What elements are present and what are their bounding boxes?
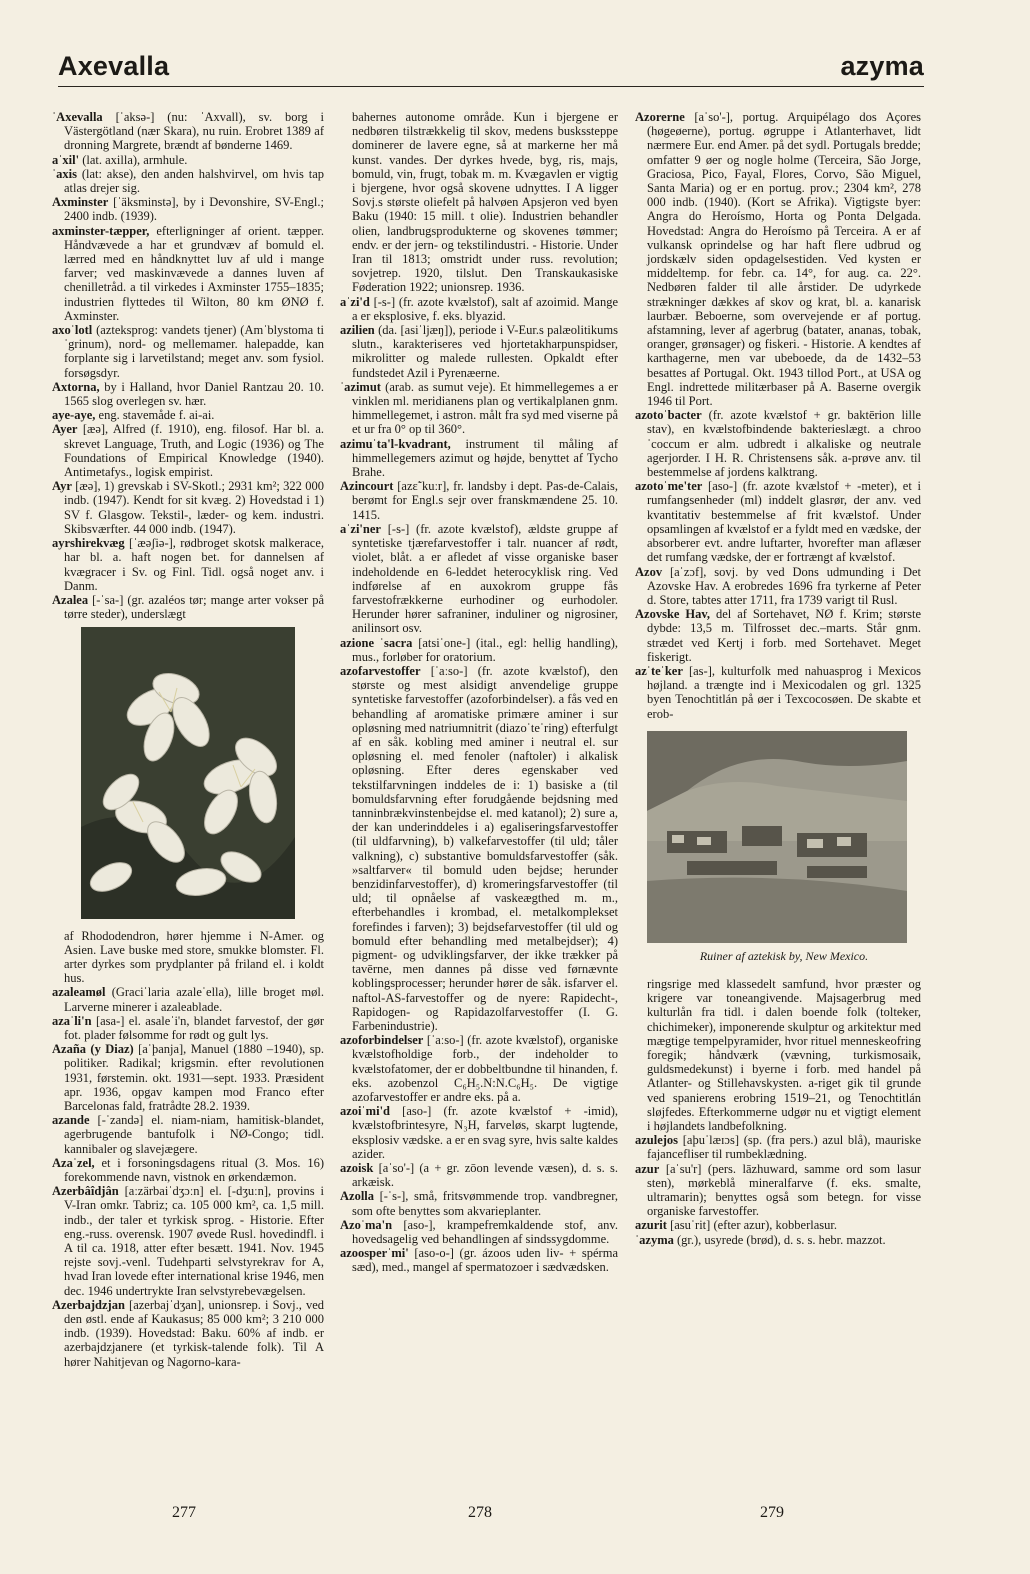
entry-text: efterligninger af orient. tæpper. Håndvævede a har et grundvæv af bomuld el. lærred med en håndknyttet luv af uld i mange farver; ved maskinvævede a dannes luven af chenilletråd. a til virkedes i Axminster 1755–1835; industrien flyttedes til Wilton, 80 km ØNØ f. Axminster. [64,223,324,323]
dictionary-entry [340,1033,618,1104]
entry-text: [aso-], krampefremkaldende stof, anv. hovedsagelig ved behandlingen af sindssygdomme. [352,1217,618,1247]
dictionary-entry [52,323,324,380]
entry-text: [æə], Alfred (f. 1910), eng. filosof. Har bl. a. skrevet Language, Truth, and Logic (1936) og The Foundations of Empirical Knowledge (1940). Antimetafys., logisk empirist. [64,422,324,480]
dictionary-entry [52,167,324,195]
dictionary-entry [52,224,324,323]
entry-headword: azilien [340,323,375,338]
column-3-entries [635,110,921,721]
dictionary-entry [635,664,921,721]
entry-headword: azaleamøl [52,985,106,1000]
entry-headword: aye-aye, [52,408,96,423]
page-number-middle: 278 [468,1504,492,1521]
entry-text: (Graciˈlaria azaleˈella), lille broget møl. Larverne minerer i azaleablade. [64,985,324,1014]
page-number-right: 279 [760,1504,784,1521]
entry-text: [ˈaːso-] (fr. azote kvælstof), den største og mest alsidigt anvendelige gruppe syntetiske farvestoffer (azoforbindelser). a fås ved en behandling af aromatiske primære aminer i sur opløsning med natriumnitrit (diazoˈteˈring) efterfulgt af en såk. kobling med aminer i neutral el. sur opløsning el. med fenoler (naftoler) i alkalisk opløsning. Efter deres egenskaber ved tekstilfarvningen inddeles de i: 1) basiske a (til bomuldsfarvning efter forudgående bejdsning med tanninbrækvinstenbejdse el. med katanol); 2) sure a, der kan underinddeles i a) egaliseringsfarvestoffer (til uldfarvning), b) valkefarvestoffer (til uld; tåler valkning), c) substantive bomuldsfarvestoffer (såk. »saltfarver« til bomuld uden bejdse; herunder benzidinfarvestoffer), d) kromeringsfarvestoffer (til uld; til opnåelse af vaskeægthed m. m., efterbehandles i krombad, el. metalkomplekset forefindes i farven); 3) bejdsefarvestoffer (til uld og bomuld efter behandling med metalbejdser); 4) pigment- og udviklingsfarver, der ikke trækker på tavērne, men dannes på disse ved førnævnte koblingsprocesser; herunder hører de såk. isfarver el. naftol-AS-farvestoffer og de nyere: Rapidecht-, Rapidogen- og Rapidazolfarvestoffer (I. G. Farbenindustrie). [352,663,618,1033]
entry-headword: Azaña (y Diaz) [52,1042,134,1057]
entry-text: instrument til måling af himmellegemers azimut og højde, benyttet af Tycho Brahe. [352,436,618,480]
entry-headword: azoiˈmi'd [340,1104,390,1119]
entry-text: [azerbajˈdʒan], unionsrep. i Sovj., ved den østl. ende af Kaukasus; 85 000 km²; 3 210 000 indb. (1939). Hovedstad: Baku. 60% af indb. er azerbajdzjanere (et tyrkisk-talende folk). Til A hører Nahitjevan og Nagorno-kara- [64,1297,324,1369]
header-first-word: Axevalla [58,51,170,81]
entry-text: del af Sortehavet, NØ f. Krim; største dybde: 13,5 m. Tilfrosset dec.–marts. Står gnm. strædet ved Kertj i forb. med Sortehavet. Meget fiskerigt. [647,607,921,664]
dictionary-entry [340,1104,618,1161]
entry-headword: Azalea [52,592,89,607]
entry-text: [asa-] el. asaleˈi'n, blandet farvestof, der gør fot. plader følsomme for rødt og gult lys. [64,1013,324,1042]
entry-headword: azande [52,1113,90,1128]
entry-text: (lat. axilla), armhule. [79,152,188,167]
entry-headword: ˈAxevalla [52,110,103,124]
dictionary-entry [52,1014,324,1042]
rhododendron-photo [81,627,295,919]
dictionary-entry [52,985,324,1013]
page-number-left: 277 [172,1504,196,1521]
entry-headword: azaˈli'n [52,1013,92,1028]
rhododendron-figure [52,627,324,922]
entry-headword: Axminster [52,195,109,210]
dictionary-entry [635,1162,921,1219]
entry-headword: Azerbajdzjan [52,1297,125,1312]
entry-text: [azɛ̃ˈkuːr], fr. landsby i dept. Pas-de-Calais, berømt for Engl.s sejr over franskmændene 25. 10. 1415. [352,479,618,522]
dictionary-entry [52,1042,324,1113]
entry-text: [-s-] (fr. azote kvælstof), ældste gruppe af syntetiske tjærefarvestoffer i talr. nuancer af rødt, violet, blåt. a er afledet af visse organiske baser indeholdende en 6-leddet heterocyklisk ring. Ved indførelse af en auxokrom gruppe fås farvestofrækkerne eurhodiner og eurhodoler. Herunder hører safraniner, induliner og nigrosiner, anilinsort osv. [352,521,618,636]
column-3-entries-continued [635,977,921,1247]
dictionary-entry [635,1233,921,1247]
dictionary-entry [340,295,618,323]
entry-text: [ˈäksminstə], by i Devonshire, SV-Engl.; 2400 indb. (1939). [64,195,324,224]
entry-headword: aˈzi'ner [340,521,381,536]
dictionary-entry [340,1161,618,1189]
dictionary-entry [52,422,324,479]
entry-text: et i forsoningsdagens ritual (3. Mos. 16) forekommende navn, vistnok en ørkendæmon. [64,1155,324,1184]
entry-headword: azotoˈbacter [635,408,702,423]
entry-headword: Azov [635,564,663,579]
entry-text: [asuˈrit] (efter azur), kobberlasur. [666,1218,837,1233]
entry-headword: ˈazimut [340,379,381,394]
column-3 [635,110,921,1495]
entry-text: ringsrige med klassedelt samfund, hvor præster og krigere var toneangivende. Majsagerbrug med kulturlån fra tidl. i dalen boende folk (tolteker, chichimeker), imponerende skulptur og arkitektur med mægtige tempelpyramider, hvor rituel menneskeofring foregik; håndværk (vævning, turkismosaik, guldsmedekunst) i byerne i forb. med handel på Atlanter- og Stillehavskysten. a-riget gik til grunde ved spanierens erobring 1519–21, og Tenochtitlán sløjfedes. Efterkommerne udgør nu et vigtigt element i højlandets landbefolkning. [647,976,921,1133]
entry-text: (lat: akse), den anden halshvirvel, om hvis tap atlas drejer sig. [64,166,324,196]
entry-headword: azoisk [340,1161,374,1176]
entry-text: (fr. azote kvælstof + gr. baktērion lille stav), en kvælstofbindende bakterieslægt. a chrooˈcoccum er alm. udbredt i alkaliske og neutrale agerjorder. I H. R. Christensens såk. a-prøve anv. til bestemmelse af jordens kalktrang. [647,408,921,480]
entry-headword: azoforbindelser [340,1033,424,1048]
entry-headword: Azorerne [635,110,685,124]
entry-headword: ayrshirekvæg [52,536,125,551]
entry-text: [æə], 1) grevskab i SV-Skotl.; 2931 km²; 322 000 indb. (1947). Kendt for sit kvæg. 2) Hovedstad i 1) SV f. Glasgow. Tekstil-, læder- og kem. industri. Skibsværfter. 44 000 indb. (1947). [64,479,324,536]
entry-text: [aˈzɔf], sovj. by ved Dons udmunding i Det Azovske Hav. A erobredes 1696 fra tyrkerne af Peter d. Store, tabtes atter 1711, fra 1739 varigt til Rusl. [647,564,921,607]
dictionary-entry [52,110,324,153]
entry-text: [-ˈzandə] el. niam-niam, hamitisk-blandet, agerbrugende bantufolk i NØ-Congo; tidl. kannibaler og slavejægere. [64,1113,324,1156]
entry-text: (da. [asiˈljæŋ]), periode i V-Eur.s palæolitikums slutn., karakteriseres ved hjortetakharpunspidser, mikrolitter og malede rullesten. Opkaldt efter fundstedet Azil i Pyrenæerne. [352,323,618,380]
entry-text: [aso-o-] (gr. ázoos uden liv- + spérma sæd), med., mangel af spermatozoer i sædvædsken. [352,1246,618,1275]
entry-headword: Azerbâîdjân [52,1184,119,1199]
entry-headword: aˈzi'd [340,294,370,309]
entry-text: [aˈso'-], portug. Arquipélago dos Açores (høgeøerne), portug. øgruppe i Atlanterhavet, lidt nærmere Eur. end Amer. på det sydl. Portugals bredde; omfatter 9 øer og nogle holme (Terceira, São Jorge, Graciosa, Pico, Fayal, Flores, Corvo, São Miguel, Santa Maria) og er en portug. prov.; 2304 km², 278 000 indb. (1940). (Kort se Afrika). Vigtigste byer: Angra do Heroísmo, Horta og Ponta Delgada. Hovedstad: Angra do Heroísmo på Terceira. A er af vulkansk oprindelse og har haft flere udbrud og jordskælv siden opdagelsestiden. Ved kysten er middeltemp. for febr. ca. 14°, for aug. ca. 22°. Nedbøren falder til alle årstider. De udyrkede strækninger dækkes af skov og krat, bl. a. kanarisk laurbær. Beboerne, som overvejende er af portug. afstamning, lever af agerbrug (batater, ananas, tobak, oranger, grønsager) og fiskeri. - Historie. A kendtes af karthagerne, men var ubeboede, da de 1432–53 besattes af Portugal. Okt. 1943 tillod Port., at USA og Engl. indrettede militærbaser på A. Baserne overgik 1946 til Port. [647,110,921,409]
dictionary-entry [340,1218,618,1246]
entry-text: (arab. as sumut veje). Et himmellegemes a er vinklen ml. meridianens plan og vertikalplanen gnm. himmellegemet, i astron. målt fra syd med viserne på et ur fra 0° op til 360°. [352,379,618,437]
entry-headword: azur [635,1161,660,1176]
dictionary-entry [52,153,324,167]
dictionary-entry [52,195,324,223]
entry-text: [ˈæəʃiə-], rødbroget skotsk malkerace, har bl. a. haft nogen bet. for dannelsen af kvægracer i Sv. og Finl. Tidl. også noget anv. i Danm. [64,536,324,593]
entry-headword: Azaˈzel, [52,1155,95,1170]
entry-text: [aþuˈlæɪɔs] (sp. (fra pers.) azul blå), mauriske fajancefliser til rumbeklædning. [647,1133,921,1162]
entry-headword: Axtorna, [52,379,100,394]
entry-text: [aˈsu'r] (pers. lāzhuward, samme ord som lasur sten), mørkeblå mineralfarve (f. eks. smalte, ultramarin); benyttes også som betegn. for visse organiske farvestoffer. [647,1161,921,1219]
dictionary-entry [635,565,921,608]
entry-headword: Azoˈma'n [340,1217,393,1232]
dictionary-entry [340,1246,618,1274]
entry-text: by i Halland, hvor Daniel Rantzau 20. 10. 1565 slog overlegen sv. hær. [64,379,324,409]
column-1-entries-continued [52,929,324,1369]
entry-headword: ˈaxis [52,166,77,181]
entry-text: bahernes autonome område. Kun i bjergene er nedbøren tilstrækkelig til skov, medens buskssteppe dominerer de lavere egne, så at markerne her må kunst. vandes. Der dyrkes hvede, byg, ris, majs, bomuld, vin, frugt, tobak m. m. Kvægavlen er vigtig i bjergene, hvor også skovene udnyttes. I A ligger Sovj.s største oliefelt på halvøen Apsjeron ved byen Baku (1940: 15 mill. t olie). Industrien behandler olien, landbrugsprodukterne og skovenes tømmer; endv. er der jern- og tekstilindustri. - Historie. Under Iran til 1813; omstridt under russ. revolution; sovjetrep. 1920, tilslut. Den Transkaukasiske Føderation 1922; unionsrep. 1936. [352,110,618,295]
column-1-entries [52,110,324,621]
dictionary-entry [52,1156,324,1184]
entry-headword: azimuˈta'l-kvadrant, [340,436,451,451]
entry-headword: Azolla [340,1189,375,1204]
dictionary-entry [340,1189,618,1217]
entry-headword: Ayr [52,479,72,494]
dictionary-entry [52,380,324,408]
entry-headword: axminster-tæpper, [52,223,150,238]
dictionary-entry [52,536,324,593]
entry-headword: azˈteˈker [635,663,683,678]
dictionary-entry [340,479,618,522]
dictionary-entry [635,1218,921,1232]
column-2-entries [340,110,618,1275]
entry-text: [aːzärbaiˈdʒɔːn] el. [-dʒuːn], provins i V-Iran omkr. Tabriz; ca. 105 000 km², ca. 1,5 mill. indb., der taler et tyrkisk sprog. - Historie. Efter eng.-russ. overensk. 1907 øvede Rusl. hovedindfl. i A til ca. 1918, atter efter besætt. 1941. Nov. 1945 rejste sovj.-venl. Tudehparti selvstyrekrav for A, hvad Iran lovede efter international krise 1946, men dec. 1946 undertrykte Iran selvstyrebevægelsen. [64,1184,324,1298]
entry-headword: Azovske Hav, [635,607,711,622]
dictionary-entry [52,408,324,422]
dictionary-entry [52,1113,324,1156]
dictionary-entry [635,977,921,1133]
entry-text: [aˈþanja], Manuel (1880 –1940), sp. politiker. Radikal; krigsmin. efter revolutionen 1931, førstemin. okt. 1931—sept. 1933. Præsident apr. 1936, opgav kampen mod Franco efter Barcelonas fald, fratrådte 28.2. 1939. [64,1042,324,1113]
dictionary-entry [52,1184,324,1298]
entry-text: [aso-] (fr. azote kvælstof + -meter), et i rumfangsenheder (ml) inddelt glasrør, der anv. ved kvantitativ bestemmelse af frit kvælstof. Under opsamlingen af kvælstof er a fyldt med en vædske, der absorberer evt. andre luftarter, hvorefter man aflæser det rumfang vædske, der er fortrængt af kvælstof. [647,479,921,565]
dictionary-entry [340,664,618,1033]
dictionary-entry [340,636,618,664]
entry-text: [-ˈsa-] (gr. azaléos tør; mange arter vokser på tørre steder), underslægt [64,592,324,622]
dictionary-entry [340,110,618,295]
header-last-word: azyma [840,51,924,81]
entry-text: [-ˈs-], små, fritsvømmende trop. vandbregner, som ofte benyttes som akvarieplanter. [352,1189,618,1218]
dictionary-entry [52,1298,324,1369]
entry-headword: Azincourt [340,479,394,494]
entry-headword: azotoˈme'ter [635,479,703,494]
entry-headword: aˈxil' [52,152,80,167]
entry-headword: azulejos [635,1133,679,1148]
dictionary-entry [635,408,921,479]
column-2 [340,110,618,1495]
entry-text: [as-], kulturfolk med nahuasprog i Mexicos højland. a trængte ind i Mexicodalen og grl. 1325 byen Tenochtitlán på øer i Texcocosøen. De skabte et erob- [647,663,921,721]
entry-text: [ˈaːso-] (fr. azote kvælstof), organiske kvælstofholdige forb., der indeholder to kvælstofatomer, der er dobbeltbundne til hinanden, f. eks. azobenzol C₆H₅.N:N.C₆H₅. De vigtige azofarvestoffer er andre eks. på a. [352,1033,618,1105]
entry-text: (azteksprog: vandets tjener) (Amˈblystoma tiˈgrinum), nord- og mellemamer. halepadde, kan forplante sig i larvetilstand; meget anv. som fysiol. forsøgsdyr. [64,323,324,380]
dictionary-entry [52,479,324,536]
entry-headword: azione ˈsacra [340,635,413,650]
entry-text: [ˈaksə-] (nu: ˈAxvall), sv. borg i Västergötland (nær Skara), nu ruin. Erobret 1389 af dronning Margrete, brændt af bønderne 1469. [64,110,324,153]
dictionary-entry [52,929,324,986]
dictionary-entry [635,1133,921,1161]
entry-text: [atsiˈone-] (ital., egl: hellig handling), mus., forløber for oratorium. [352,635,618,664]
page-header [58,44,924,87]
dictionary-entry [340,522,618,636]
entry-text: eng. stavemåde f. ai-ai. [95,408,215,423]
entry-text: [-s-] (fr. azote kvælstof), salt af azoimid. Mange a er eksplosive, f. eks. blyazid. [352,294,618,323]
aztec-ruins-photo [647,731,907,943]
column-1 [52,110,324,1495]
entry-headword: Ayer [52,422,78,437]
dictionary-entry [52,593,324,621]
entry-headword: ˈazyma [635,1232,674,1247]
dictionary-entry [635,110,921,408]
ruins-figure [647,731,921,963]
entry-text: [aso-] (fr. azote kvælstof + -imid), kvælstofbrintesyre, N₃H, farveløs, skarpt lugtende, eksplosiv vædske. a er en svag syre, hvis salte kaldes azider. [352,1104,618,1161]
entry-text: [aˈso'-] (a + gr. zōon levende væsen), d. s. s. arkæisk. [352,1161,618,1190]
entry-headword: axoˈlotl [52,323,93,338]
entry-text: af Rhododendron, hører hjemme i N-Amer. og Asien. Lave buske med store, smukke blomster. Fl. arter dyrkes som prydplanter på friland el. i koldt hus. [64,928,324,986]
entry-headword: azoosperˈmi' [340,1246,409,1261]
dictionary-entry [340,323,618,380]
entry-text: (gr.), usyrede (brød), d. s. s. hebr. mazzot. [673,1232,886,1247]
entry-headword: azurit [635,1218,667,1233]
dictionary-entry [340,437,618,480]
dictionary-entry [635,607,921,664]
ruins-caption: Ruiner af aztekisk by, New Mexico. [699,948,869,963]
dictionary-entry [635,479,921,564]
dictionary-entry [340,380,618,437]
entry-headword: azofarvestoffer [340,663,421,678]
